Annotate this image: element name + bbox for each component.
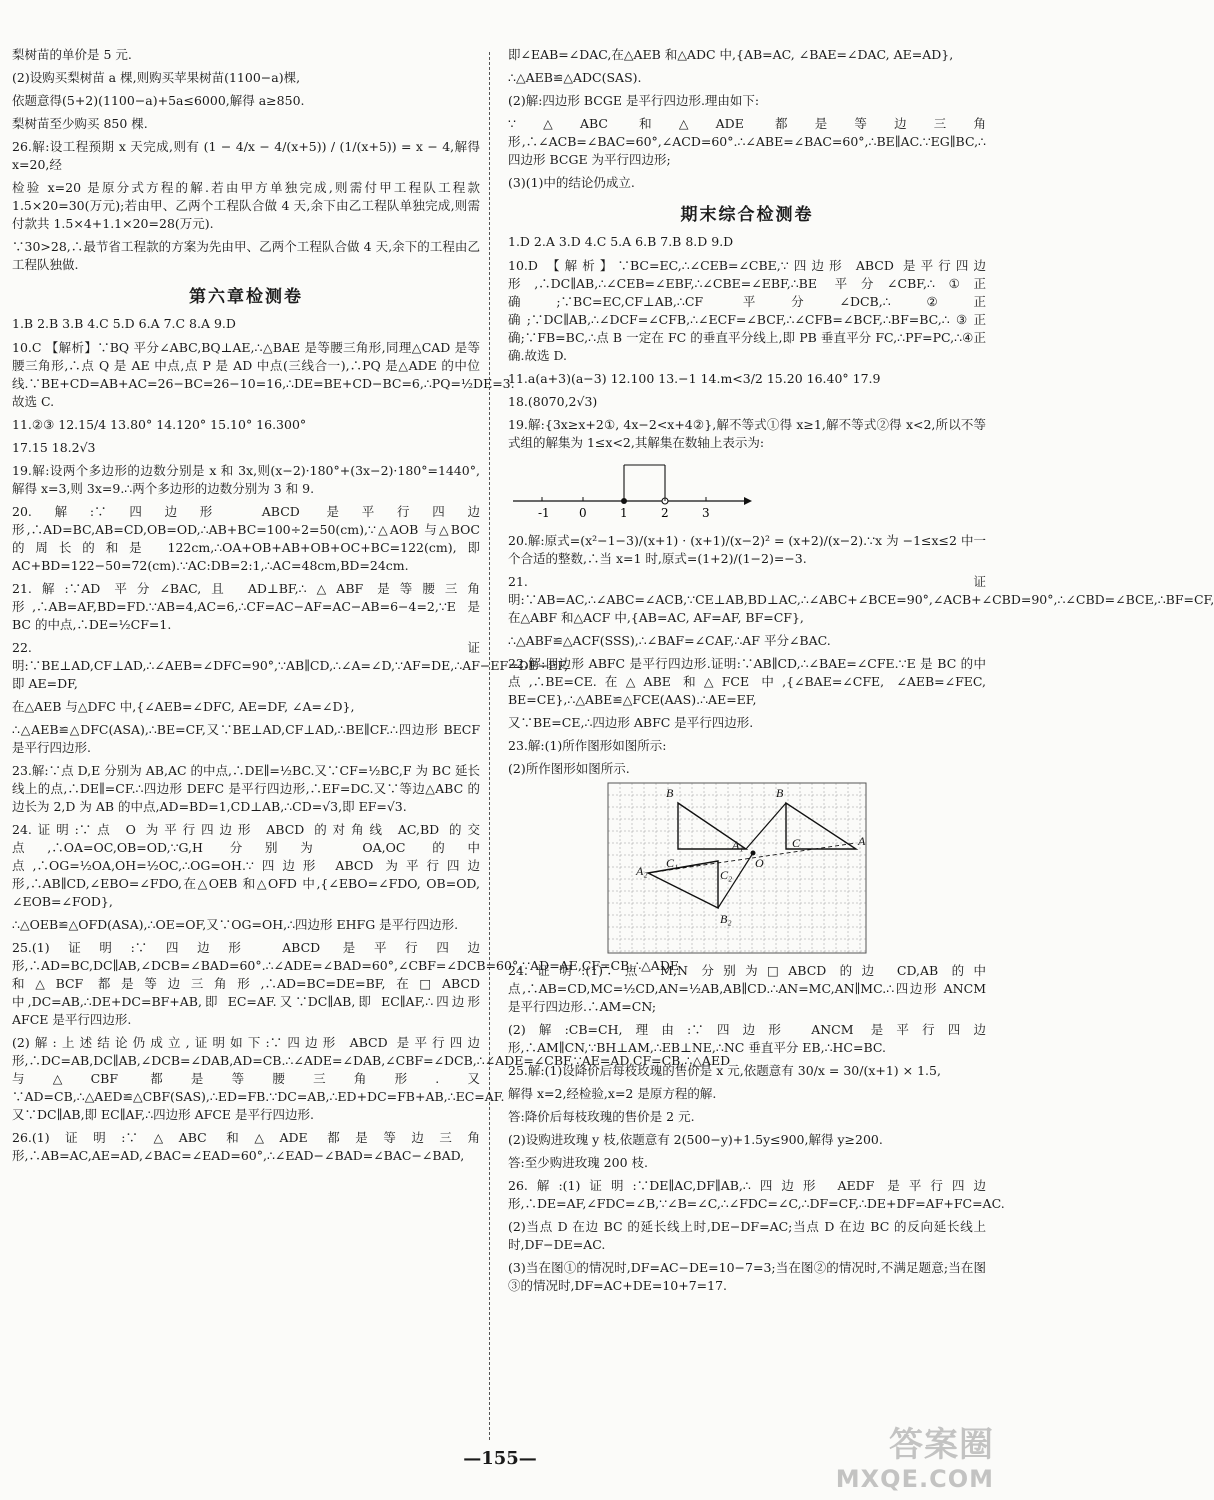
chapter6-answers: 1.B 2.B 3.B 4.C 5.D 6.A 7.C 8.A 9.D bbox=[12, 316, 236, 331]
grid-point-label: C₁ bbox=[666, 856, 679, 870]
solution-paragraph: 24.证明:∵点 O 为平行四边形 ABCD 的对角线 AC,BD 的交点,∴OA=OC,OB=OD,∵G,H 分别为 OA,OC 的中点,∴OG=½OA,OH=½OC,∴OG=OH.∵四边形 ABCD 为平行四边形,∴AB∥CD,∠EBO=∠FDO,在△OEB 和△OFD 中,{∠EBO=∠FDO, OB=OD, ∠EOB=∠FOD}, bbox=[12, 822, 480, 909]
grid-svg bbox=[608, 783, 866, 953]
site-watermark bbox=[835, 1425, 994, 1496]
number-line-svg bbox=[508, 457, 758, 523]
solution-paragraph: (2)所作图形如图所示. bbox=[508, 761, 630, 776]
solution-paragraph: 11.a(a+3)(a−3) 12.100 13.−1 14.m<3/2 15.20 16.40° 17.9 bbox=[508, 371, 881, 386]
grid-point-label: B bbox=[666, 786, 674, 800]
solution-paragraph: 25.(1)证明:∵四边形 ABCD 是平行四边形,∴AD=BC,DC∥AB,∠DCB=∠BAD=60°.∴∠ADE=∠BAD=60°,∠CBF=∠DCB=60°.∵AD=AE,CF=CB,∴△ADE 和△BCF 都是等边三角形,∴AD=BC=DE=BF,在□ABCD 中,DC=AB,∴DE+DC=BF+AB,即 EC=AF.又∵DC∥AB,即 EC∥AF,∴四边形 AFCE 是平行四边形. bbox=[12, 940, 679, 1027]
grid-point-label: B₂ bbox=[720, 912, 732, 926]
solution-paragraph: 在△AEB 与△DFC 中,{∠AEB=∠DFC, AE=DF, ∠A=∠D}, bbox=[12, 699, 355, 714]
solution-paragraph: 11.②③ 12.15/4 13.80° 14.120° 15.10° 16.300° bbox=[12, 417, 307, 432]
solution-paragraph: (3)当在图①的情况时,DF=AC−DE=10−7=3;当在图②的情况时,不满足题意;当在图③的情况时,DF=AC+DE=10+7=17. bbox=[508, 1260, 986, 1293]
solution-paragraph: ∵△ABC 和△ADE 都是等边三角形,∴∠ACB=∠BAC=60°,∠ACD=60°.∴∠ABE=∠BAC=60°,∴BE∥AC.∵EG∥BC,∴四边形 BCGE 为平行四边形; bbox=[508, 116, 986, 167]
grid-point-label: C bbox=[792, 836, 801, 850]
solution-paragraph: ∴△OEB≌△OFD(ASA),∴OE=OF,又∵OG=OH,∴四边形 EHFG 是平行四边形. bbox=[12, 917, 459, 932]
solution-paragraph: (2)解:上述结论仍成立,证明如下:∵四边形 ABCD 是平行四边形,∴DC=AB,DC∥AB,∠DCB=∠DAB,AD=CB.∴∠ADE=∠DAB,∠CBF=∠DCB,∴∠ADE=∠CBF.∵AE=AD,CF=CB,∴△AED 与△CBF 都是等腰三角形.又∵AD=CB,∴△AED≌△CBF(SAS),∴ED=FB.∵DC=AB,∴ED+DC=FB+AB,∴EC=AF.又∵DC∥AB,即 EC∥AF,∴四边形 AFCE 是平行四边形. bbox=[12, 1035, 731, 1122]
solution-paragraph: 26.解:(1)证明:∵DE∥AC,DF∥AB,∴四边形 AEDF 是平行四边形,∴DE=AF,∠FDC=∠B,∵∠B=∠C,∴∠FDC=∠C,∴DF=CF,∴DE+DF=AF+FC=AC. bbox=[508, 1178, 1005, 1211]
chapter6-title: 第六章检测卷 bbox=[189, 287, 303, 307]
solution-paragraph: 18.(8070,2√3) bbox=[508, 394, 598, 409]
solution-paragraph: 检验 x=20 是原分式方程的解.若由甲方单独完成,则需付甲工程队工程款 1.5×20=30(万元);若由甲、乙两个工程队合做 4 天,余下由乙工程队单独完成,则需付款共 1.5×4+1.1×20=28(万元). bbox=[12, 180, 480, 231]
grid-point-label: O bbox=[755, 856, 764, 870]
solution-paragraph: 答:至少购进玫瑰 200 枝. bbox=[508, 1155, 648, 1170]
solution-paragraph: 25.解:(1)设降价后每枝玫瑰的售价是 x 元,依题意有 30/x = 30/(x+1) × 1.5, bbox=[508, 1063, 941, 1078]
right-column bbox=[508, 46, 1214, 1300]
solution-paragraph: 20.解:原式=(x²−1−3)/(x+1) · (x+1)/(x−2)² = (x+2)/(x−2).∵x 为 −1≤x≤2 中一个合适的整数,∴当 x=1 时,原式=(1+2)/(1−2)=−3. bbox=[508, 533, 986, 566]
solution-paragraph: 26.解:设工程预期 x 天完成,则有 (1 − 4/x − 4/(x+5)) / (1/(x+5)) = x − 4,解得 x=20,经 bbox=[12, 139, 480, 172]
number-line-tick-label: 1 bbox=[620, 506, 628, 520]
solution-paragraph: ∴△AEB≌△DFC(ASA),∴BE=CF,又∵BE⊥AD,CF⊥AD,∴BE∥CF.∴四边形 BECF 是平行四边形. bbox=[12, 722, 480, 755]
watermark-url: MXQE.COM bbox=[835, 1465, 994, 1493]
solution-paragraph: ∴△AEB≌△ADC(SAS). bbox=[508, 70, 642, 85]
solution-paragraph: 19.解:设两个多边形的边数分别是 x 和 3x,则(x−2)·180°+(3x−2)·180°=1440°,解得 x=3,则 3x=9.∴两个多边形的边数分别为 3 和 9. bbox=[12, 463, 480, 496]
solution-paragraph: 答:降价后每枝玫瑰的售价是 2 元. bbox=[508, 1109, 695, 1124]
final-answers: 1.D 2.A 3.D 4.C 5.A 6.B 7.B 8.D 9.D bbox=[508, 234, 734, 249]
solution-paragraph: 又∵BE=CE,∴四边形 ABFC 是平行四边形. bbox=[508, 715, 754, 730]
final-exam-title: 期末综合检测卷 bbox=[680, 205, 814, 225]
grid-point-label: A₁ bbox=[732, 838, 744, 852]
solution-paragraph: 梨树苗至少购买 850 棵. bbox=[12, 116, 148, 131]
solution-paragraph: (2)当点 D 在边 BC 的延长线上时,DE−DF=AC;当点 D 在边 BC 的反向延长线上时,DF−DE=AC. bbox=[508, 1219, 986, 1252]
number-line-tick-label: 0 bbox=[579, 506, 587, 520]
solution-paragraph: 20.解:∵四边形 ABCD 是平行四边形,∴AD=BC,AB=CD,OB=OD,∴AB+BC=100÷2=50(cm),∵△AOB 与△BOC 的周长的和是 122cm,∴OA+OB+AB+OB+OC+BC=122(cm),即 AC+BD=122−50=72(cm).∵AC:DB=2:1,∴AC=48cm,BD=24cm. bbox=[12, 504, 480, 573]
page-number: —155— bbox=[463, 1448, 537, 1469]
solution-paragraph: 21.证明:∵AB=AC,∴∠ABC=∠ACB,∵CE⊥AB,BD⊥AC,∴∠ABC+∠BCE=90°,∠ACB+∠CBD=90°,∴∠CBD=∠BCE,∴BF=CF,在△ABF 和△ACF 中,{AB=AC, AF=AF, BF=CF}, bbox=[508, 574, 1214, 625]
grid-point-label: A bbox=[858, 834, 866, 848]
solution-paragraph: ∴△ABF≌△ACF(SSS),∴∠BAF=∠CAF,∴AF 平分∠BAC. bbox=[508, 633, 831, 648]
solution-paragraph: 解得 x=2,经检验,x=2 是原方程的解. bbox=[508, 1086, 717, 1101]
solution-paragraph: 17.15 18.2√3 bbox=[12, 440, 96, 455]
number-line-tick-label: 3 bbox=[702, 506, 710, 520]
solution-paragraph: 23.解:∵点 D,E 分别为 AB,AC 的中点,∴DE∥=½BC.又∵CF=½BC,F 为 BC 延长线上的点,∴DE∥=CF.∴四边形 DEFC 是平行四边形,∴EF=DC.又∵等边△ABC 的边长为 2,D 为 AB 的中点,AD=BD=1,CD⊥AB,∴CD=√3,即 EF=√3. bbox=[12, 763, 480, 814]
solution-paragraph: 10.D 【解析】∵BC=EC,∴∠CEB=∠CBE,∵四边形 ABCD 是平行四边形,∴DC∥AB,∴∠CEB=∠EBF,∴∠CBE=∠EBF,∴BE 平分∠CBF,∴①正确;∵BC=EC,CF⊥AB,∴CF 平分∠DCB,∴②正确;∵DC∥AB,∴∠DCF=∠CFB,∴∠ECF=∠BCF,∴∠CFB=∠BCF,∴BF=BC,∴③正确;∵FB=BC,∴点 B 一定在 FC 的垂直平分线上,即 PB 垂直平分 FC,∴PF=PC,∴④正确.故选 D. bbox=[508, 258, 986, 363]
solution-paragraph: 19.解:{3x≥x+2①, 4x−2<x+4②},解不等式①得 x≥1,解不等式②得 x<2,所以不等式组的解集为 1≤x<2,其解集在数轴上表示为: bbox=[508, 417, 986, 450]
solution-paragraph: (2)设购买梨树苗 a 棵,则购买苹果树苗(1100−a)棵, bbox=[12, 70, 301, 85]
solution-paragraph: (2)解:四边形 BCGE 是平行四边形.理由如下: bbox=[508, 93, 760, 108]
solution-paragraph: 23.解:(1)所作图形如图所示: bbox=[508, 738, 667, 753]
solution-paragraph: 22.解:四边形 ABFC 是平行四边形.证明:∵AB∥CD,∴∠BAE=∠CFE.∵E 是 BC 的中点,∴BE=CE.在△ABE 和△FCE 中,{∠BAE=∠CFE, ∠AEB=∠FEC, BE=CE},∴△ABE≌△FCE(AAS).∴AE=EF, bbox=[508, 656, 986, 707]
column-divider bbox=[489, 52, 490, 1440]
number-line-figure bbox=[508, 457, 986, 526]
solution-paragraph: 依题意得(5+2)(1100−a)+5a≤6000,解得 a≥850. bbox=[12, 93, 305, 108]
number-line-tick-label: 2 bbox=[661, 506, 669, 520]
solution-paragraph: ∵30>28,∴最节省工程款的方案为先由甲、乙两个工程队合做 4 天,余下的工程由乙工程队独做. bbox=[12, 239, 480, 272]
grid-figure bbox=[608, 783, 986, 956]
solution-paragraph: 24.证明:(1)∵点 M,N 分别为□ABCD 的边 CD,AB 的中点,∴AB=CD,MC=½CD,AN=½AB,AB∥CD.∴AN=MC,AN∥MC.∴四边形 ANCM 是平行四边形.∴AM=CN; bbox=[508, 963, 986, 1014]
solution-paragraph: 10.C 【解析】∵BQ 平分∠ABC,BQ⊥AE,∴△BAE 是等腰三角形,同理△CAD 是等腰三角形,∴点 Q 是 AE 中点,点 P 是 AD 中点(三线合一),∴PQ 是△ADE 的中位线.∵BE+CD=AB+AC=26−BC=26−10=16,∴DE=BE+CD−BC=6,∴PQ=½DE=3.故选 C. bbox=[12, 340, 515, 409]
solution-paragraph: (2)解:CB=CH,理由:∵四边形 ANCM 是平行四边形,∴AM∥CN,∵BH⊥AM,∴EB⊥NE,∴NC 垂直平分 EB,∴HC=BC. bbox=[508, 1022, 986, 1055]
solution-paragraph: 26.(1)证明:∵△ABC 和△ADE 都是等边三角形,∴AB=AC,AE=AD,∠BAC=∠EAD=60°,∴∠EAD−∠BAD=∠BAC−∠BAD, bbox=[12, 1130, 480, 1163]
grid-point-label: C₂ bbox=[720, 868, 733, 882]
solution-paragraph: 21.解:∵AD 平分∠BAC,且 AD⊥BF,∴△ABF 是等腰三角形,∴AB=AF,BD=FD.∵AB=4,AC=6,∴CF=AC−AF=AC−AB=6−4=2,∵E 是 BC 的中点,∴DE=½CF=1. bbox=[12, 581, 480, 632]
solution-paragraph: (2)设购进玫瑰 y 枝,依题意有 2(500−y)+1.5y≤900,解得 y≥200. bbox=[508, 1132, 883, 1147]
solution-paragraph: 22.证明:∵BE⊥AD,CF⊥AD,∴∠AEB=∠DFC=90°,∵AB∥CD,∴∠A=∠D,∵AF=DE,∴AF−EF=DE−EF,即 AE=DF, bbox=[12, 640, 569, 691]
watermark-title: 答案圈 bbox=[889, 1425, 994, 1465]
grid-point-label: B bbox=[776, 786, 784, 800]
number-line-tick-label: -1 bbox=[538, 506, 550, 520]
solution-paragraph: 即∠EAB=∠DAC,在△AEB 和△ADC 中,{AB=AC, ∠BAE=∠DAC, AE=AD}, bbox=[508, 47, 954, 62]
solution-paragraph: 梨树苗的单价是 5 元. bbox=[12, 47, 132, 62]
grid-point-label: A₂ bbox=[636, 864, 648, 878]
solution-paragraph: (3)(1)中的结论仍成立. bbox=[508, 175, 635, 190]
